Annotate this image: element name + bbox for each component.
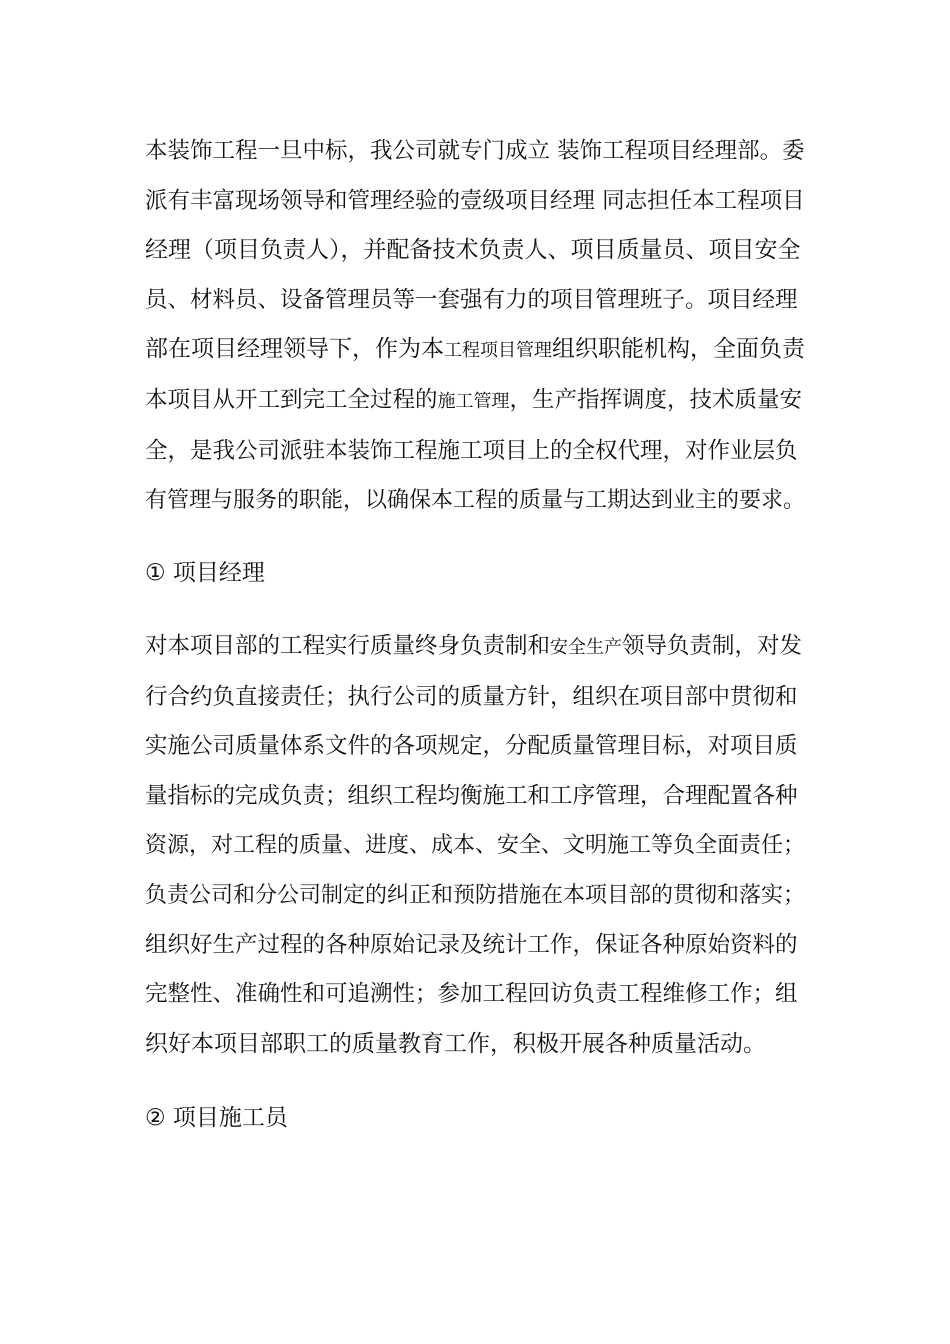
text-line — [145, 376, 807, 427]
text-line: 有管理与服务的职能，以确保本工程的质量与工期达到业主的要求。 — [145, 488, 806, 514]
text-line: 完整性、准确性和可追溯性；参加工程回访负责工程维修工作；组 — [145, 981, 798, 1008]
text-line — [145, 622, 807, 673]
text-line: 织好本项目部职工的质量教育工作，积极开展各种质量活动。 — [145, 1030, 766, 1057]
text-run-serif: 安全生产 — [550, 637, 623, 658]
text-run: 对本项目部的工程实行质量终身负责制和 — [145, 633, 551, 659]
text-run: ，生产指挥调度，技术质量安 — [509, 386, 803, 413]
text-line: 全，是我公司派驻本装饰工程施工项目上的全权代理，对作业层负 — [145, 437, 798, 464]
text-run: 领导负责制，对发 — [622, 633, 803, 659]
text-line: 量指标的完成负责；组织工程均衡施工和工序管理，合理配置各种 — [145, 782, 798, 809]
text-line — [145, 325, 807, 376]
text-run-serif: 施工管理 — [437, 390, 510, 412]
text-run: 本项目从开工到完工全过程的 — [145, 386, 438, 413]
text-run-serif: 工程项目管理 — [444, 340, 552, 362]
text-line: 行合约负直接责任；执行公司的质量方针，组织在项目部中贯彻和 — [145, 683, 798, 710]
text-run: 部在项目经理领导下，作为本 — [145, 336, 444, 363]
text-line: 经理（项目负责人），并配备技术负责人、项目质量员、项目安全 — [145, 237, 801, 264]
paragraph-project-manager-duties — [145, 622, 807, 1069]
text-line: 派有丰富现场领导和管理经验的壹级项目经理 同志担任本工程项目 — [145, 187, 805, 214]
text-line: 负责公司和分公司制定的纠正和预防措施在本项目部的贯彻和落实； — [145, 882, 806, 908]
text-line: 组织好生产过程的各种原始记录及统计工作，保证各种原始资料的 — [145, 931, 798, 958]
text-line: 资源，对工程的质量、进度、成本、安全、文明施工等负全面责任； — [145, 833, 806, 859]
text-run: 组织职能机构，全面负责 — [552, 336, 805, 363]
text-line: 员、材料员、设备管理员等一套强有力的项目管理班子。项目经理 — [145, 286, 798, 313]
section-heading-project-manager: ① 项目经理 — [145, 560, 265, 586]
text-line: 实施公司质量体系文件的各项规定，分配质量管理目标，对项目质 — [145, 733, 798, 760]
text-line: 本装饰工程一旦中标，我公司就专门成立 装饰工程项目经理部。委 — [145, 138, 805, 164]
section-heading-construction-officer: ② 项目施工员 — [145, 1105, 288, 1131]
paragraph-project-department — [145, 127, 807, 526]
